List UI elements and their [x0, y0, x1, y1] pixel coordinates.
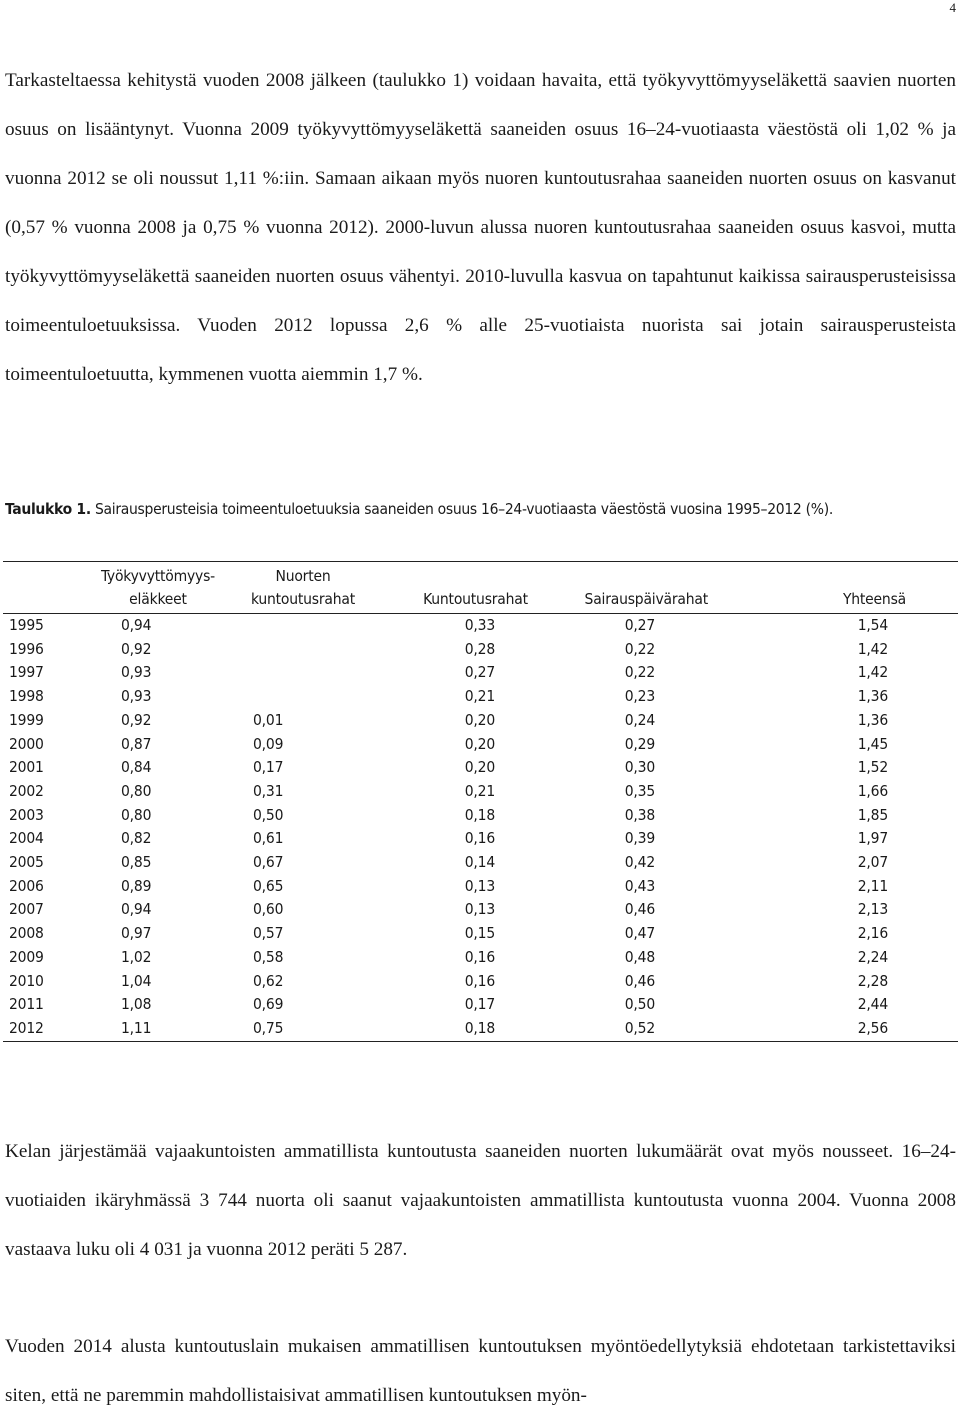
- cell-work-disability: 0,93: [121, 687, 152, 706]
- cell-youth-rehab: 0,67: [253, 853, 284, 872]
- cell-youth-rehab: 0,60: [253, 900, 284, 919]
- cell-work-disability: 0,82: [121, 829, 152, 848]
- cell-youth-rehab: 0,17: [253, 758, 284, 777]
- header-work-disability-pensions: [98, 562, 218, 614]
- cell-year: 2003: [9, 805, 44, 824]
- cell-year: 1997: [9, 663, 44, 682]
- cell-year: 1995: [9, 616, 44, 634]
- cell-year: 1998: [9, 687, 44, 706]
- cell-sickness: 0,24: [624, 710, 655, 729]
- cell-year: 2002: [9, 781, 44, 800]
- cell-rehab: 0,21: [464, 781, 495, 800]
- cell-total: 1,36: [857, 710, 888, 729]
- paragraph-vocational-rehab: Kelan järjestämää vajaakuntoisten ammatillista kuntoutusta saaneiden nuorten lukumäärät ovat myös nousseet. 16–24-vuotiaiden ikäryhmässä 3 744 nuorta oli saanut vajaakuntoisten ammatillista kuntoutusta vuonna 2004. Vuonna 2008 vastaava luku oli 4 031 ja vuonna 2012 peräti 5 287.: [5, 1141, 956, 1260]
- cell-rehab: 0,14: [464, 853, 495, 872]
- cell-year: 2005: [9, 853, 44, 872]
- cell-sickness: 0,46: [624, 900, 655, 919]
- header-youth-rehab-allowance: [218, 562, 388, 614]
- cell-youth-rehab: 0,01: [253, 710, 284, 729]
- cell-youth-rehab: 0,69: [253, 995, 284, 1014]
- table-row: [3, 661, 958, 685]
- cell-youth-rehab: 0,62: [253, 971, 284, 990]
- cell-sickness: 0,22: [624, 639, 655, 658]
- cell-youth-rehab: 0,31: [253, 781, 284, 800]
- table-row: [3, 1017, 958, 1041]
- table-row: [3, 638, 958, 662]
- table-body: [3, 614, 958, 1042]
- paragraph-development: Tarkasteltaessa kehitystä vuoden 2008 jälkeen (taulukko 1) voidaan havaita, että työkyvyttömyyseläkettä saavien nuorten osuus on lisääntynyt. Vuonna 2009 työkyvyttömyyseläkettä saaneiden osuus 16–24-vuotiaasta väestöstä oli 1,02 % ja vuonna 2012 se oli noussut 1,11 %:iin. Samaan aikaan myös nuoren kuntoutusrahaa saaneiden nuorten osuus on kasvanut (0,57 % vuonna 2008 ja 0,75 % vuonna 2012). 2000-luvun alussa nuoren kuntoutusrahaa saaneiden osuus kasvoi, mutta työkyvyttömyyseläkettä saaneiden nuorten osuus vähentyi. 2010-luvulla kasvua on tapahtunut kaikissa sairausperusteisissa toimeentuloetuuksissa. Vuoden 2012 lopussa 2,6 % alle 25-vuotiaista nuorista sai jotain sairausperusteista toimeentuloetuutta, kymmenen vuotta aiemmin 1,7 %.: [5, 70, 956, 385]
- cell-year: 2010: [9, 971, 44, 990]
- cell-youth-rehab: [218, 661, 388, 685]
- cell-youth-rehab: 0,61: [253, 829, 284, 848]
- header-nuor-line1: Nuorten: [275, 567, 331, 585]
- cell-youth-rehab: [218, 685, 388, 709]
- cell-rehab: 0,13: [464, 876, 495, 895]
- cell-year: 2009: [9, 947, 44, 966]
- table-row: [3, 685, 958, 709]
- cell-rehab: 0,20: [464, 710, 495, 729]
- cell-rehab: 0,18: [464, 805, 495, 824]
- cell-total: 1,85: [857, 805, 888, 824]
- cell-youth-rehab: 0,09: [253, 734, 284, 753]
- table-row: [3, 614, 958, 638]
- cell-work-disability: 0,89: [121, 876, 152, 895]
- cell-year: 2011: [9, 995, 44, 1014]
- cell-total: 1,42: [857, 663, 888, 682]
- table-header-row: [3, 562, 958, 614]
- cell-work-disability: 0,93: [121, 663, 152, 682]
- table-row: [3, 922, 958, 946]
- table-row: [3, 827, 958, 851]
- cell-year: 2007: [9, 900, 44, 919]
- table-caption-label: Taulukko 1.: [5, 500, 91, 518]
- cell-sickness: 0,42: [624, 853, 655, 872]
- cell-year: 2001: [9, 758, 44, 777]
- cell-total: 2,16: [857, 924, 888, 943]
- cell-work-disability: 1,04: [121, 971, 152, 990]
- cell-work-disability: 0,97: [121, 924, 152, 943]
- cell-sickness: 0,30: [624, 758, 655, 777]
- cell-rehab: 0,28: [464, 639, 495, 658]
- header-work-line1: Työkyvyttömyys-: [101, 567, 215, 585]
- cell-rehab: 0,18: [388, 1017, 563, 1041]
- cell-work-disability: 0,80: [121, 805, 152, 824]
- cell-youth-rehab: 0,65: [253, 876, 284, 895]
- header-total: Yhteensä: [728, 562, 958, 614]
- table-row: [3, 898, 958, 922]
- cell-year: 1996: [9, 639, 44, 658]
- cell-year: 2000: [9, 734, 44, 753]
- cell-sickness: 0,52: [563, 1017, 728, 1041]
- cell-youth-rehab: 0,75: [218, 1017, 388, 1041]
- table-row: [3, 709, 958, 733]
- table-row: [3, 780, 958, 804]
- cell-youth-rehab: 0,58: [253, 947, 284, 966]
- cell-total: 2,11: [857, 876, 888, 895]
- cell-work-disability: 1,08: [121, 995, 152, 1014]
- cell-sickness: 0,43: [624, 876, 655, 895]
- cell-total: 2,07: [857, 853, 888, 872]
- cell-total: 1,97: [857, 829, 888, 848]
- table-row: [3, 970, 958, 994]
- data-table: [3, 561, 958, 1042]
- cell-work-disability: 0,92: [121, 639, 152, 658]
- cell-total: 2,44: [857, 995, 888, 1014]
- cell-youth-rehab: 0,50: [253, 805, 284, 824]
- cell-rehab: 0,33: [464, 616, 495, 634]
- cell-year: 2008: [9, 924, 44, 943]
- cell-work-disability: 0,84: [121, 758, 152, 777]
- cell-rehab: 0,20: [464, 758, 495, 777]
- table-row: [3, 946, 958, 970]
- cell-work-disability: 0,92: [121, 710, 152, 729]
- cell-work-disability: 1,11: [98, 1017, 218, 1041]
- cell-sickness: 0,38: [624, 805, 655, 824]
- table-row: [3, 851, 958, 875]
- cell-sickness: 0,29: [624, 734, 655, 753]
- cell-sickness: 0,48: [624, 947, 655, 966]
- table-row: [3, 804, 958, 828]
- cell-year: 1999: [9, 710, 44, 729]
- table-caption-text: Sairausperusteisia toimeentuloetuuksia saaneiden osuus 16–24-vuotiaasta väestöstä vuosina 1995–2012 (%).: [90, 500, 833, 518]
- cell-work-disability: 1,02: [121, 947, 152, 966]
- cell-total: 1,52: [857, 758, 888, 777]
- cell-rehab: 0,15: [464, 924, 495, 943]
- cell-sickness: 0,46: [624, 971, 655, 990]
- cell-rehab: 0,20: [464, 734, 495, 753]
- cell-total: 1,45: [857, 734, 888, 753]
- cell-total: 1,36: [857, 687, 888, 706]
- cell-work-disability: 0,87: [121, 734, 152, 753]
- table-row: [3, 733, 958, 757]
- cell-sickness: 0,22: [624, 663, 655, 682]
- cell-youth-rehab: [218, 638, 388, 662]
- cell-sickness: 0,35: [624, 781, 655, 800]
- cell-sickness: 0,50: [624, 995, 655, 1014]
- cell-total: 1,66: [857, 781, 888, 800]
- header-work-line2: eläkkeet: [129, 590, 187, 608]
- cell-youth-rehab: [218, 614, 388, 638]
- header-sickness-allowance: Sairauspäivärahat: [563, 562, 728, 614]
- cell-rehab: 0,27: [464, 663, 495, 682]
- cell-work-disability: 0,85: [121, 853, 152, 872]
- table-row: [3, 756, 958, 780]
- cell-year: 2006: [9, 876, 44, 895]
- cell-total: 2,56: [728, 1017, 958, 1041]
- cell-rehab: 0,16: [464, 971, 495, 990]
- cell-rehab: 0,16: [464, 829, 495, 848]
- table-row: [3, 993, 958, 1017]
- cell-sickness: 0,39: [624, 829, 655, 848]
- cell-sickness: 0,27: [624, 616, 655, 634]
- page-number: 4: [949, 0, 956, 15]
- cell-work-disability: 0,94: [121, 900, 152, 919]
- cell-rehab: 0,13: [464, 900, 495, 919]
- cell-total: 2,24: [857, 947, 888, 966]
- cell-sickness: 0,23: [624, 687, 655, 706]
- header-rehab-allowance: Kuntoutusrahat: [388, 562, 563, 614]
- table-caption: [5, 498, 955, 520]
- cell-work-disability: 0,94: [121, 616, 152, 634]
- cell-total: 2,28: [857, 971, 888, 990]
- cell-total: 1,54: [857, 616, 888, 634]
- cell-sickness: 0,47: [624, 924, 655, 943]
- cell-total: 2,13: [857, 900, 888, 919]
- cell-rehab: 0,16: [464, 947, 495, 966]
- cell-total: 1,42: [857, 639, 888, 658]
- cell-year: 2012: [3, 1017, 98, 1041]
- header-year: [3, 562, 98, 614]
- header-nuor-line2: kuntoutusrahat: [250, 590, 355, 608]
- cell-rehab: 0,17: [464, 995, 495, 1014]
- table-row: [3, 875, 958, 899]
- cell-rehab: 0,21: [464, 687, 495, 706]
- cell-youth-rehab: 0,57: [253, 924, 284, 943]
- cell-work-disability: 0,80: [121, 781, 152, 800]
- cell-year: 2004: [9, 829, 44, 848]
- paragraph-2014-changes: Vuoden 2014 alusta kuntoutuslain mukaisen ammatillisen kuntoutuksen myöntöedellytyksiä ehdotetaan tarkistettaviksi siten, että ne paremmin mahdollistaisivat ammatillisen kuntoutuksen myön-: [5, 1336, 956, 1406]
